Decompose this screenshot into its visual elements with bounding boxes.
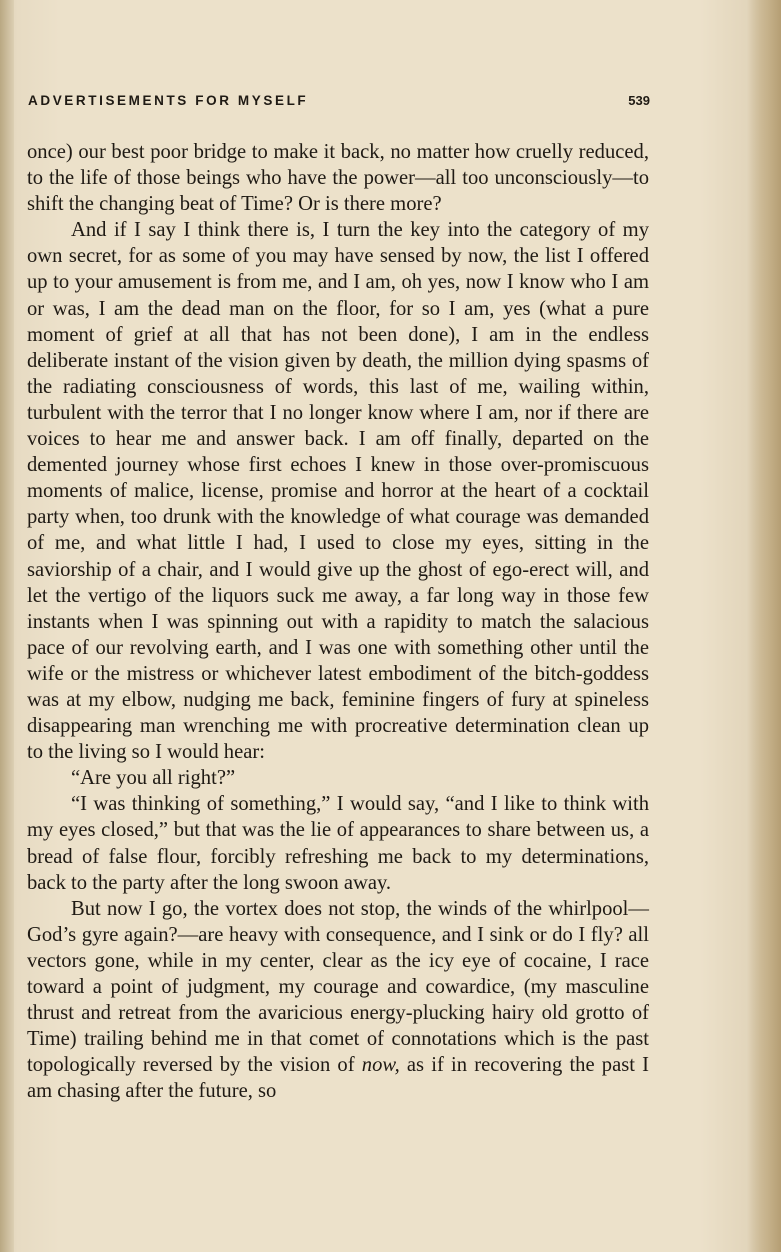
- paragraph-5-text: But now I go, the vortex does not stop, the winds of the whirlpool—God’s gyre again?—are heavy with consequence, and I sink or do I fly? all vectors gone, while in my center, clear as the icy eye of cocaine, I race toward a point of judgment, my courage and cowardice, (my masculine thrust and retreat from the avaricious energy-plucking hairy old grotto of Time) trailing behind me in that comet of connotations which is the past topologically reversed by the vision of: [27, 897, 649, 1077]
- paragraph-3: “Are you all right?”: [71, 767, 236, 790]
- italic-now: now,: [361, 1054, 400, 1077]
- paragraph-2: And if I say I think there is, I turn the key into the category of my own secret, for as some of you may have sensed by now, the list I offered up to your amusement is from me, and I am, oh yes, now I know who I am or was, I am the dead man on the floor, for so I am, yes (what a pure moment of grief at all that has not been done), I am in the endless deliberate instant of the vision given by death, the million dying spasms of the radiating consciousness of words, this last of me, wailing within, turbulent with the terror that I no longer know where I am, nor if there are voices to hear me and answer back. I am off finally, departed on the demented journey whose first echoes I knew in those over-promiscuous moments of malice, license, promise and horror at the heart of a cocktail party when, too drunk with the knowledge of what courage was demanded of me, and what little I had, I used to close my eyes, sitting in the saviorship of a chair, and I would give up the ghost of ego-erect will, and let the vertigo of the liquors suck me away, a far long way in those few instants when I was spinning out with a rapidity to match the salacious pace of our revolving earth, and I was one with something other until the wife or the mistress or whichever latest embodiment of the bitch-goddess was at my elbow, nudging me back, feminine fingers of fury at spineless disappearing man wrenching me with procreative determination clean up to the living so I would hear:: [27, 219, 649, 764]
- page-gutter-shadow: [0, 0, 14, 1252]
- page-number: 539: [628, 93, 650, 108]
- running-header-title: ADVERTISEMENTS FOR MYSELF: [28, 93, 309, 108]
- body-text: [27, 139, 649, 1104]
- paragraph-4: “I was thinking of something,” I would say, “and I like to think with my eyes closed,” but that was the lie of appearances to share between us, a bread of false flour, forcibly refreshing me back to my determinations, back to the party after the long swoon away.: [27, 793, 649, 894]
- paragraph-5-tail: as if in recovering the past I am chasing after the future, so: [27, 1054, 649, 1103]
- page-edge-shadow: [747, 0, 781, 1252]
- running-header: [28, 93, 650, 115]
- paragraph-5: [27, 896, 649, 1105]
- paragraph-1: once) our best poor bridge to make it back, no matter how cruelly reduced, to the life of those beings who have the power—all too unconsciously—to shift the changing beat of Time? Or is there more?: [27, 141, 649, 216]
